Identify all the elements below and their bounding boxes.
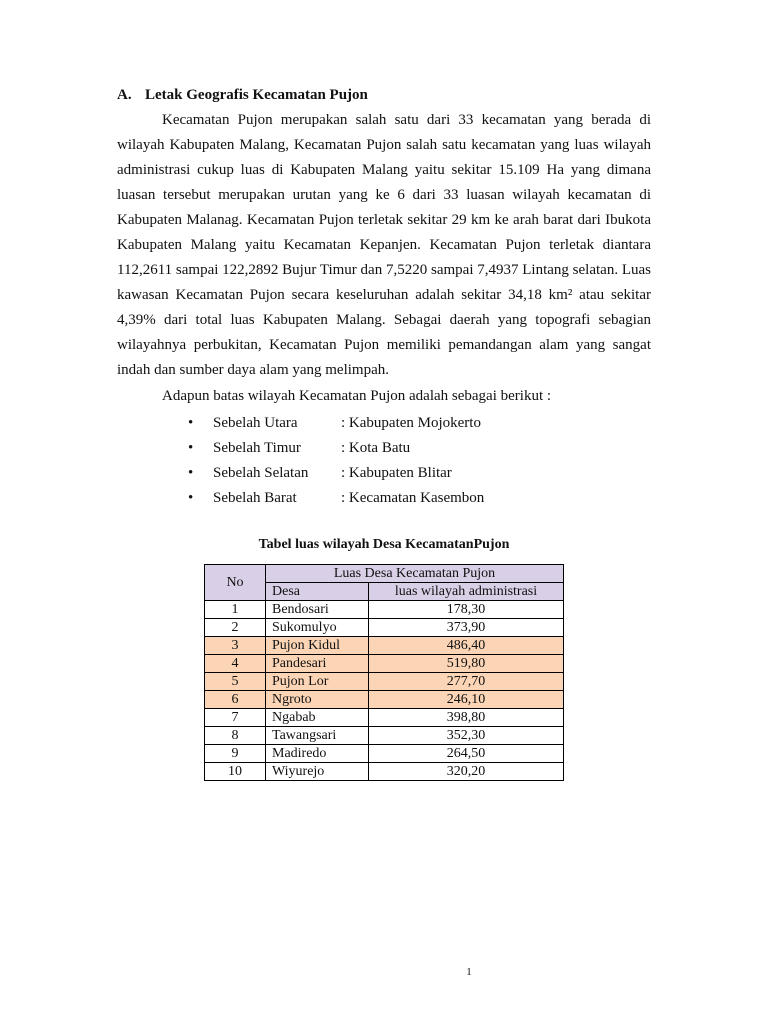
table-row — [205, 673, 564, 691]
column-group-header: Luas Desa Kecamatan Pujon — [266, 565, 564, 583]
bullet-icon: • — [188, 415, 194, 431]
cell-no: 8 — [205, 727, 266, 745]
cell-luas: 246,10 — [369, 691, 564, 709]
cell-desa: Pujon Lor — [266, 673, 369, 691]
cell-no: 10 — [205, 763, 266, 781]
border-direction: Sebelah Timur — [213, 440, 301, 456]
page-number: 1 — [466, 966, 472, 978]
border-direction: Sebelah Barat — [213, 490, 297, 506]
border-value: : Kecamatan Kasembon — [341, 490, 485, 506]
paragraph-borders-intro: Adapun batas wilayah Kecamatan Pujon adalah sebagai berikut : — [162, 388, 552, 404]
cell-no: 2 — [205, 619, 266, 637]
column-header-desa: Desa — [266, 583, 369, 601]
section-title: Letak Geografis Kecamatan Pujon — [145, 87, 368, 103]
table-row — [205, 727, 564, 745]
column-header-luas: luas wilayah administrasi — [369, 583, 564, 601]
table-row — [205, 709, 564, 727]
cell-luas: 486,40 — [369, 637, 564, 655]
bullet-icon: • — [188, 490, 194, 506]
cell-luas: 277,70 — [369, 673, 564, 691]
table-caption: Tabel luas wilayah Desa KecamatanPujon — [258, 537, 510, 552]
section-letter: A. — [117, 87, 132, 103]
cell-luas: 264,50 — [369, 745, 564, 763]
cell-no: 5 — [205, 673, 266, 691]
table-row — [205, 601, 564, 619]
cell-luas: 352,30 — [369, 727, 564, 745]
table-row — [205, 745, 564, 763]
column-header-no: No — [205, 565, 266, 601]
cell-desa: Ngroto — [266, 691, 369, 709]
bullet-icon: • — [188, 440, 194, 456]
border-value: : Kota Batu — [341, 440, 411, 456]
cell-desa: Wiyurejo — [266, 763, 369, 781]
paragraph-geography: Kecamatan Pujon merupakan salah satu dari 33 kecamatan yang berada di wilayah Kabupaten Malang, Kecamatan Pujon salah satu kecamatan yang luas wilayah administrasi cukup luas di Kabupaten Malang yaitu sekitar 15.109 Ha yang dimana luasan tersebut merupakan urutan yang ke 6 dari 33 luasan wilayah kecamatan di Kabupaten Malanag. Kecamatan Pujon terletak sekitar 29 km ke arah barat dari Ibukota Kabupaten Malang yaitu Kecamatan Kepanjen. Kecamatan Pujon terletak diantara 112,2611 sampai 122,2892 Bujur Timur dan 7,5220 sampai 7,4937 Lintang selatan. Luas kawasan Kecamatan Pujon secara keseluruhan adalah sekitar 34,18 km² atau sekitar 4,39% dari total luas Kabupaten Malang. Sebagai daerah yang topografi sebagian wilayahnya perbukitan, Kecamatan Pujon memiliki pemandangan alam yang sangat indah dan sumber daya alam yang melimpah. — [117, 112, 651, 378]
table-row — [205, 691, 564, 709]
cell-luas: 320,20 — [369, 763, 564, 781]
village-area-table — [204, 564, 564, 781]
table-row — [205, 619, 564, 637]
cell-luas: 519,80 — [369, 655, 564, 673]
cell-desa: Pujon Kidul — [266, 637, 369, 655]
cell-no: 9 — [205, 745, 266, 763]
border-direction: Sebelah Selatan — [213, 465, 309, 481]
cell-desa: Bendosari — [266, 601, 369, 619]
cell-no: 3 — [205, 637, 266, 655]
cell-desa: Ngabab — [266, 709, 369, 727]
cell-desa: Madiredo — [266, 745, 369, 763]
cell-desa: Sukomulyo — [266, 619, 369, 637]
cell-no: 1 — [205, 601, 266, 619]
cell-desa: Pandesari — [266, 655, 369, 673]
bullet-icon: • — [188, 465, 194, 481]
cell-desa: Tawangsari — [266, 727, 369, 745]
cell-no: 7 — [205, 709, 266, 727]
cell-luas: 373,90 — [369, 619, 564, 637]
border-direction: Sebelah Utara — [213, 415, 298, 431]
cell-luas: 178,30 — [369, 601, 564, 619]
border-value: : Kabupaten Blitar — [341, 465, 452, 481]
table-row — [205, 655, 564, 673]
section-heading — [117, 87, 368, 104]
table-row — [205, 763, 564, 781]
border-value: : Kabupaten Mojokerto — [341, 415, 481, 431]
table-row — [205, 637, 564, 655]
cell-no: 6 — [205, 691, 266, 709]
cell-luas: 398,80 — [369, 709, 564, 727]
table-body — [205, 601, 564, 781]
cell-no: 4 — [205, 655, 266, 673]
